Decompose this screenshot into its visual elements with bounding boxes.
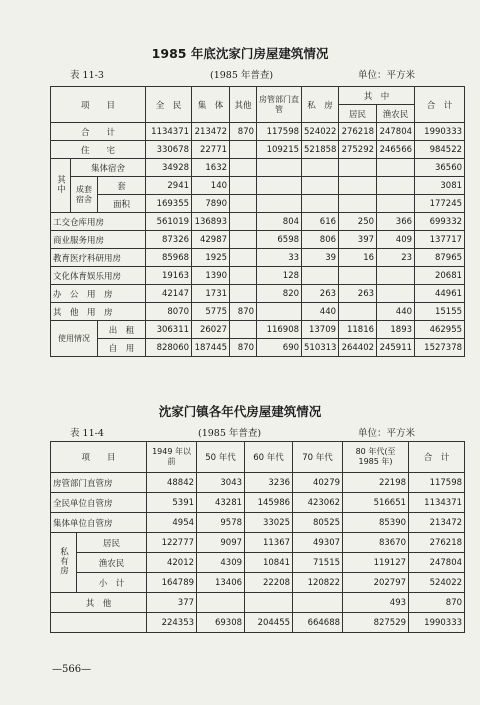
cell: 699332 xyxy=(415,213,465,231)
table-row xyxy=(51,141,465,159)
cell: 136893 xyxy=(192,213,230,231)
header-yunongmin: 渔农民 xyxy=(377,105,415,123)
table-row xyxy=(51,593,465,613)
header-70s: 70 年代 xyxy=(293,442,343,473)
row-label: 集体宿舍 xyxy=(71,159,146,177)
cell: 36560 xyxy=(415,159,465,177)
cell xyxy=(339,267,377,285)
cell: 117598 xyxy=(409,473,465,493)
cell xyxy=(339,159,377,177)
cell: 137717 xyxy=(415,231,465,249)
cell: 247804 xyxy=(377,123,415,141)
table1-label: 表 11-3 xyxy=(70,70,104,81)
cell: 1731 xyxy=(192,285,230,303)
cell: 820 xyxy=(257,285,302,303)
cell xyxy=(230,231,257,249)
cell: 15155 xyxy=(415,303,465,321)
row-label: 商业服务用房 xyxy=(51,231,146,249)
cell: 80525 xyxy=(293,513,343,533)
cell: 85390 xyxy=(343,513,409,533)
group-qizhong xyxy=(51,159,71,213)
cell: 263 xyxy=(302,285,339,303)
cell: 6598 xyxy=(257,231,302,249)
cell: 1925 xyxy=(192,249,230,267)
cell xyxy=(377,159,415,177)
cell: 119127 xyxy=(343,553,409,573)
cell: 109215 xyxy=(257,141,302,159)
cell: 3236 xyxy=(245,473,293,493)
cell: 804 xyxy=(257,213,302,231)
cell: 870 xyxy=(409,593,465,613)
cell: 1893 xyxy=(377,321,415,339)
cell: 169355 xyxy=(146,195,192,213)
table2-note: (1985 年普查) xyxy=(198,428,262,439)
cell: 34928 xyxy=(146,159,192,177)
row-label: 工交仓库用房 xyxy=(51,213,146,231)
group-label: 其中 xyxy=(55,174,66,194)
cell: 275292 xyxy=(339,141,377,159)
cell: 616 xyxy=(302,213,339,231)
table-row xyxy=(51,473,465,493)
table1-unit: 单位：平方米 xyxy=(358,70,416,81)
table2-title: 沈家门镇各年代房屋建筑情况 xyxy=(158,404,322,419)
cell xyxy=(230,141,257,159)
cell: 145986 xyxy=(245,493,293,513)
cell: 4309 xyxy=(197,553,245,573)
cell: 247804 xyxy=(409,553,465,573)
cell: 1134371 xyxy=(409,493,465,513)
cell xyxy=(230,159,257,177)
table2-label: 表 11-4 xyxy=(70,428,104,439)
cell: 40279 xyxy=(293,473,343,493)
cell: 827529 xyxy=(343,613,409,633)
cell xyxy=(377,177,415,195)
header-jumin: 居民 xyxy=(339,105,377,123)
cell: 13406 xyxy=(197,573,245,593)
row-label: 合 计 xyxy=(51,123,146,141)
header-fangguan: 房管部门直管 xyxy=(257,87,302,123)
table-row xyxy=(51,177,465,195)
cell: 128 xyxy=(257,267,302,285)
row-label: 房管部门直管房 xyxy=(51,473,147,493)
cell: 510313 xyxy=(302,339,339,357)
cell: 187445 xyxy=(192,339,230,357)
cell xyxy=(257,195,302,213)
cell: 870 xyxy=(230,123,257,141)
cell: 85968 xyxy=(146,249,192,267)
header-80s: 80 年代(至 1985 年) xyxy=(343,442,409,473)
group-label: 私有房 xyxy=(58,546,69,576)
cell: 1134371 xyxy=(146,123,192,141)
row-label: 其 他 xyxy=(51,593,147,613)
cell: 122777 xyxy=(147,533,197,553)
cell xyxy=(230,195,257,213)
cell: 26027 xyxy=(192,321,230,339)
header-quanmin: 全 民 xyxy=(146,87,192,123)
cell: 19163 xyxy=(146,267,192,285)
row-label: 全民单位自管房 xyxy=(51,493,147,513)
table-row xyxy=(51,303,465,321)
header-item: 项 目 xyxy=(51,442,147,473)
cell: 224353 xyxy=(147,613,197,633)
cell: 3081 xyxy=(415,177,465,195)
header-50s: 50 年代 xyxy=(197,442,245,473)
cell: 22208 xyxy=(245,573,293,593)
row-label: 渔农民 xyxy=(77,553,147,573)
row-label: 自 用 xyxy=(98,339,146,357)
cell xyxy=(197,593,245,613)
cell: 984522 xyxy=(415,141,465,159)
cell xyxy=(245,593,293,613)
table-row xyxy=(51,159,465,177)
cell: 42012 xyxy=(147,553,197,573)
cell: 524022 xyxy=(409,573,465,593)
cell: 164789 xyxy=(147,573,197,593)
cell: 516651 xyxy=(343,493,409,513)
cell: 245911 xyxy=(377,339,415,357)
cell: 11367 xyxy=(245,533,293,553)
cell: 690 xyxy=(257,339,302,357)
cell: 250 xyxy=(339,213,377,231)
cell: 276218 xyxy=(339,123,377,141)
row-label: 套 xyxy=(98,177,146,195)
row-label: 面积 xyxy=(98,195,146,213)
cell: 521858 xyxy=(302,141,339,159)
row-label: 其 他 用 房 xyxy=(51,303,146,321)
cell: 870 xyxy=(230,303,257,321)
table-row xyxy=(51,493,465,513)
cell: 1990333 xyxy=(415,123,465,141)
row-label: 出 租 xyxy=(98,321,146,339)
cell: 120822 xyxy=(293,573,343,593)
cell: 16 xyxy=(339,249,377,267)
cell xyxy=(302,267,339,285)
cell xyxy=(339,177,377,195)
cell: 246566 xyxy=(377,141,415,159)
table-row xyxy=(51,321,465,339)
cell: 202797 xyxy=(343,573,409,593)
header-jiti: 集 体 xyxy=(192,87,230,123)
header-qizhong: 其 中 xyxy=(339,87,415,105)
cell: 33025 xyxy=(245,513,293,533)
table2-header-row xyxy=(51,442,465,473)
cell: 664688 xyxy=(293,613,343,633)
table-row xyxy=(51,249,465,267)
cell: 397 xyxy=(339,231,377,249)
cell: 42987 xyxy=(192,231,230,249)
cell: 264402 xyxy=(339,339,377,357)
cell: 69308 xyxy=(197,613,245,633)
group-shiyong: 使用情况 xyxy=(51,321,98,357)
cell xyxy=(230,285,257,303)
cell xyxy=(230,249,257,267)
cell: 213472 xyxy=(192,123,230,141)
cell xyxy=(230,267,257,285)
cell xyxy=(230,213,257,231)
cell: 4954 xyxy=(147,513,197,533)
cell: 828060 xyxy=(146,339,192,357)
table-row xyxy=(51,195,465,213)
cell: 117598 xyxy=(257,123,302,141)
cell: 116908 xyxy=(257,321,302,339)
cell: 22198 xyxy=(343,473,409,493)
cell: 462955 xyxy=(415,321,465,339)
cell: 306311 xyxy=(146,321,192,339)
cell: 366 xyxy=(377,213,415,231)
cell: 49307 xyxy=(293,533,343,553)
cell: 493 xyxy=(343,593,409,613)
row-label: 居民 xyxy=(77,533,147,553)
cell: 22771 xyxy=(192,141,230,159)
table-row xyxy=(51,573,465,593)
cell xyxy=(230,177,257,195)
cell: 7890 xyxy=(192,195,230,213)
cell: 263 xyxy=(339,285,377,303)
cell: 48842 xyxy=(147,473,197,493)
cell xyxy=(339,195,377,213)
table1 xyxy=(50,86,465,357)
cell: 33 xyxy=(257,249,302,267)
header-item: 项 目 xyxy=(51,87,146,123)
cell: 377 xyxy=(147,593,197,613)
row-label xyxy=(51,613,147,633)
table-row xyxy=(51,533,465,553)
cell: 5391 xyxy=(147,493,197,513)
cell: 213472 xyxy=(409,513,465,533)
cell: 423062 xyxy=(293,493,343,513)
cell: 1527378 xyxy=(415,339,465,357)
cell: 806 xyxy=(302,231,339,249)
cell: 8070 xyxy=(146,303,192,321)
cell: 13709 xyxy=(302,321,339,339)
row-label: 集体单位自管房 xyxy=(51,513,147,533)
cell xyxy=(302,159,339,177)
cell: 39 xyxy=(302,249,339,267)
cell: 44961 xyxy=(415,285,465,303)
cell xyxy=(257,177,302,195)
cell: 1632 xyxy=(192,159,230,177)
cell: 870 xyxy=(230,339,257,357)
table-row xyxy=(51,285,465,303)
cell: 561019 xyxy=(146,213,192,231)
cell: 87326 xyxy=(146,231,192,249)
header-heji: 合 计 xyxy=(409,442,465,473)
cell xyxy=(302,195,339,213)
table2-unit: 单位：平方米 xyxy=(358,428,416,439)
table-row xyxy=(51,553,465,573)
cell: 440 xyxy=(377,303,415,321)
cell: 1990333 xyxy=(409,613,465,633)
cell: 87965 xyxy=(415,249,465,267)
header-1949: 1949 年以 前 xyxy=(147,442,197,473)
table1-title: 1985 年底沈家门房屋建筑情况 xyxy=(151,46,329,61)
cell: 440 xyxy=(302,303,339,321)
cell: 42147 xyxy=(146,285,192,303)
cell: 23 xyxy=(377,249,415,267)
cell: 204455 xyxy=(245,613,293,633)
cell: 276218 xyxy=(409,533,465,553)
header-heji: 合 计 xyxy=(415,87,465,123)
cell: 1390 xyxy=(192,267,230,285)
cell: 2941 xyxy=(146,177,192,195)
table1-note: (1985 年普查) xyxy=(210,70,274,81)
cell: 330678 xyxy=(146,141,192,159)
table-row xyxy=(51,231,465,249)
cell xyxy=(257,303,302,321)
table1-header-row xyxy=(51,87,465,105)
cell: 83670 xyxy=(343,533,409,553)
cell xyxy=(302,177,339,195)
row-label: 住 宅 xyxy=(51,141,146,159)
row-label: 小 计 xyxy=(77,573,147,593)
cell: 140 xyxy=(192,177,230,195)
cell: 11816 xyxy=(339,321,377,339)
cell: 43281 xyxy=(197,493,245,513)
cell xyxy=(377,267,415,285)
cell: 3043 xyxy=(197,473,245,493)
cell xyxy=(257,159,302,177)
row-label: 教育医疗科研用房 xyxy=(51,249,146,267)
cell: 9578 xyxy=(197,513,245,533)
table-row xyxy=(51,213,465,231)
table2 xyxy=(50,441,465,633)
cell: 10841 xyxy=(245,553,293,573)
cell xyxy=(230,321,257,339)
cell xyxy=(377,195,415,213)
row-label: 办 公 用 房 xyxy=(51,285,146,303)
group-chengtao: 成套宿舍 xyxy=(71,177,98,213)
table-row xyxy=(51,339,465,357)
header-60s: 60 年代 xyxy=(245,442,293,473)
table-row xyxy=(51,123,465,141)
cell: 524022 xyxy=(302,123,339,141)
header-qita: 其他 xyxy=(230,87,257,123)
row-label: 文化体育娱乐用房 xyxy=(51,267,146,285)
cell xyxy=(339,303,377,321)
table-row xyxy=(51,613,465,633)
group-private xyxy=(51,533,77,593)
page-number: —566— xyxy=(52,664,92,675)
cell xyxy=(293,593,343,613)
cell: 71515 xyxy=(293,553,343,573)
cell: 409 xyxy=(377,231,415,249)
cell: 9097 xyxy=(197,533,245,553)
cell: 20681 xyxy=(415,267,465,285)
table-row xyxy=(51,267,465,285)
table-row xyxy=(51,513,465,533)
cell: 5775 xyxy=(192,303,230,321)
cell: 177245 xyxy=(415,195,465,213)
header-sifang: 私 房 xyxy=(302,87,339,123)
cell xyxy=(377,285,415,303)
